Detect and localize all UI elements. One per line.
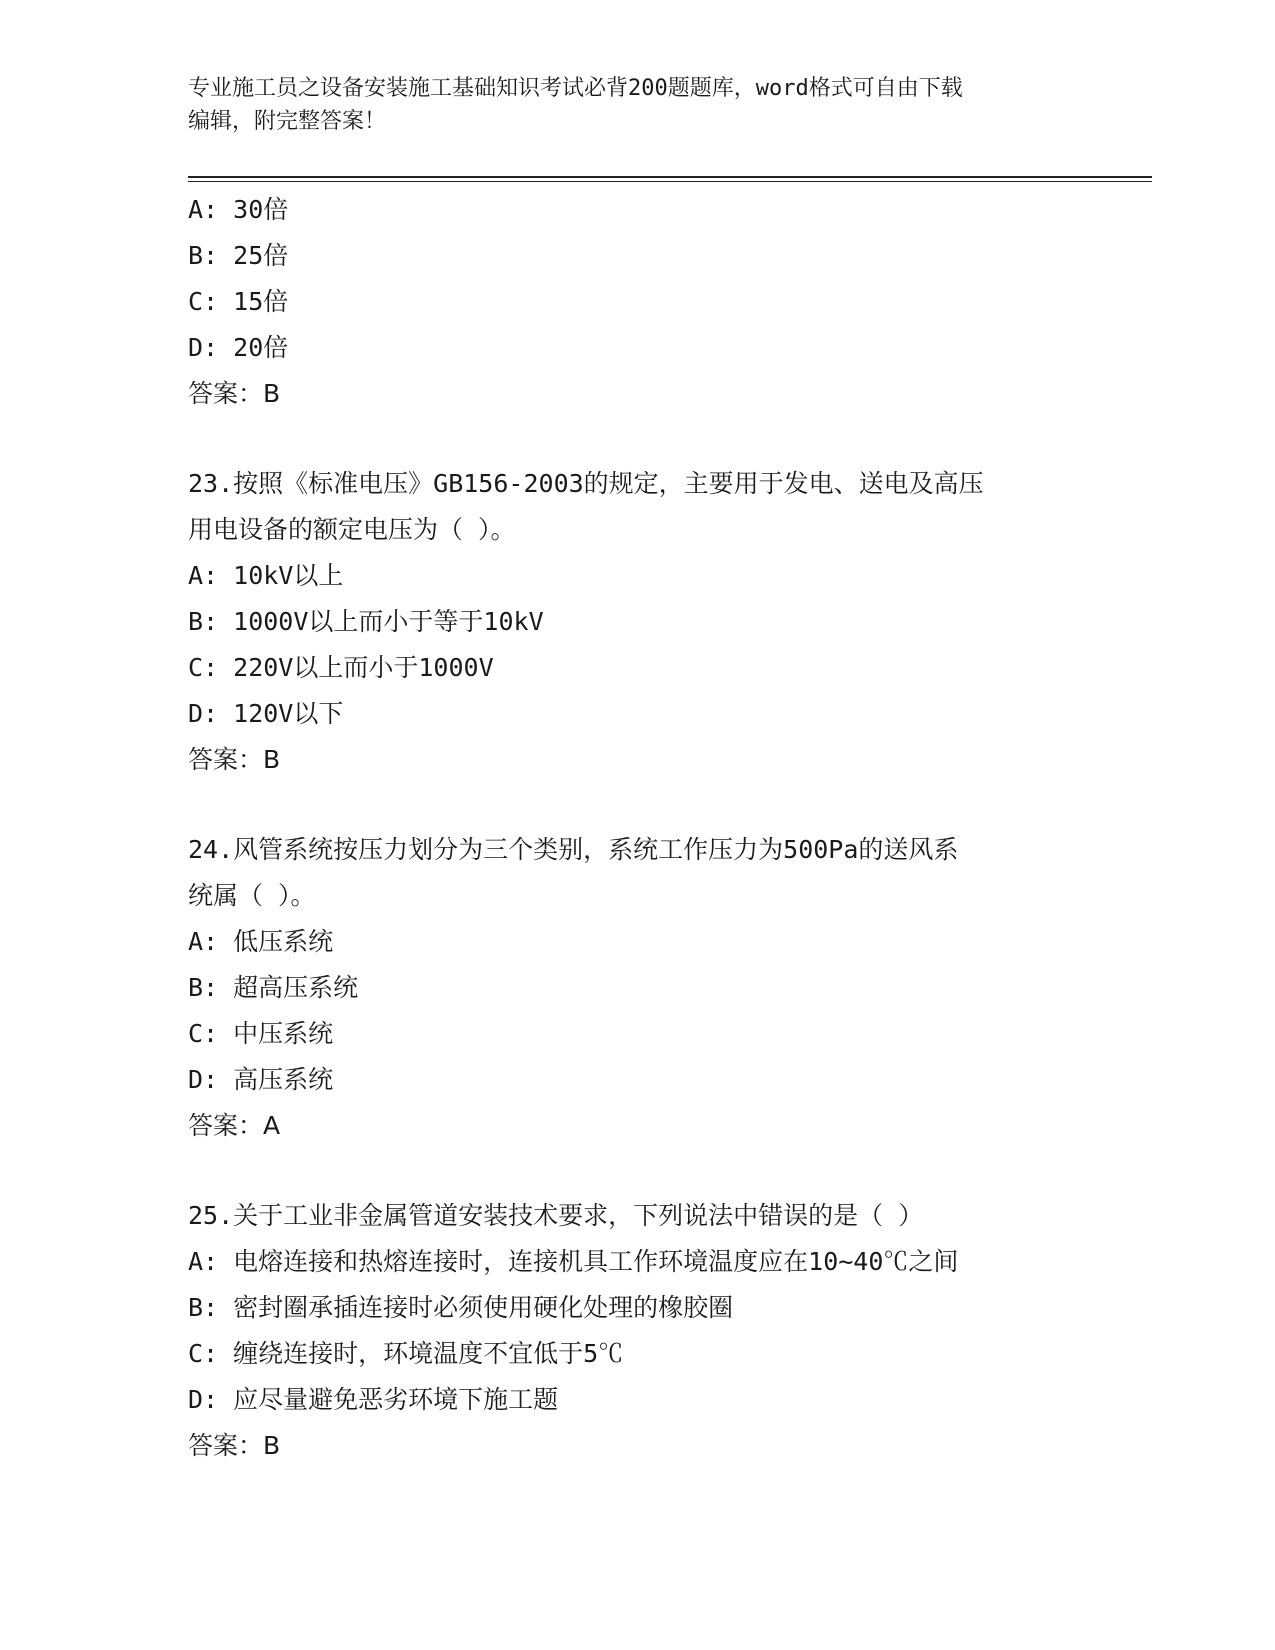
header-line-1: 专业施工员之设备安装施工基础知识考试必背200题题库，word格式可自由下载 [188, 76, 963, 101]
spacer [188, 417, 1088, 461]
question-22 [188, 187, 1088, 417]
header-line-2: 编辑，附完整答案！ [188, 109, 387, 134]
option-d: D: 120V以下 [188, 699, 344, 728]
spacer [188, 1149, 1088, 1193]
option-c: C: 缠绕连接时，环境温度不宜低于5℃ [188, 1339, 624, 1368]
spacer [188, 783, 1088, 827]
header-divider-thick [188, 176, 1152, 178]
question-text-line-2: 用电设备的额定电压为（ ）。 [188, 515, 516, 544]
option-b: B: 超高压系统 [188, 973, 359, 1002]
question-23 [188, 461, 1088, 783]
option-b: B: 25倍 [188, 241, 289, 270]
option-a: A: 电熔连接和热熔连接时，连接机具工作环境温度应在10~40℃之间 [188, 1247, 959, 1276]
option-a: A: 10kV以上 [188, 561, 344, 590]
option-d: D: 20倍 [188, 333, 289, 362]
question-25 [188, 1193, 1088, 1469]
document-header [188, 72, 1068, 138]
option-b: B: 1000V以上而小于等于10kV [188, 607, 544, 636]
answer: 答案：B [188, 379, 281, 408]
option-c: C: 220V以上而小于1000V [188, 653, 494, 682]
option-d: D: 应尽量避免恶劣环境下施工题 [188, 1385, 559, 1414]
answer: 答案：B [188, 1431, 281, 1460]
question-24 [188, 827, 1088, 1149]
question-text-line-1: 23.按照《标准电压》GB156-2003的规定，主要用于发电、送电及高压 [188, 469, 984, 498]
option-a: A: 低压系统 [188, 927, 334, 956]
question-text-line-1: 25.关于工业非金属管道安装技术要求，下列说法中错误的是（ ） [188, 1201, 924, 1230]
question-list [188, 187, 1088, 1469]
option-c: C: 中压系统 [188, 1019, 334, 1048]
question-text-line-2: 统属（ ）。 [188, 881, 316, 910]
question-text-line-1: 24.风管系统按压力划分为三个类别，系统工作压力为500Pa的送风系 [188, 835, 959, 864]
answer: 答案：B [188, 745, 281, 774]
header-divider-thin [188, 181, 1152, 182]
option-c: C: 15倍 [188, 287, 289, 316]
option-a: A: 30倍 [188, 195, 289, 224]
answer: 答案：A [188, 1111, 281, 1140]
option-b: B: 密封圈承插连接时必须使用硬化处理的橡胶圈 [188, 1293, 734, 1322]
option-d: D: 高压系统 [188, 1065, 334, 1094]
